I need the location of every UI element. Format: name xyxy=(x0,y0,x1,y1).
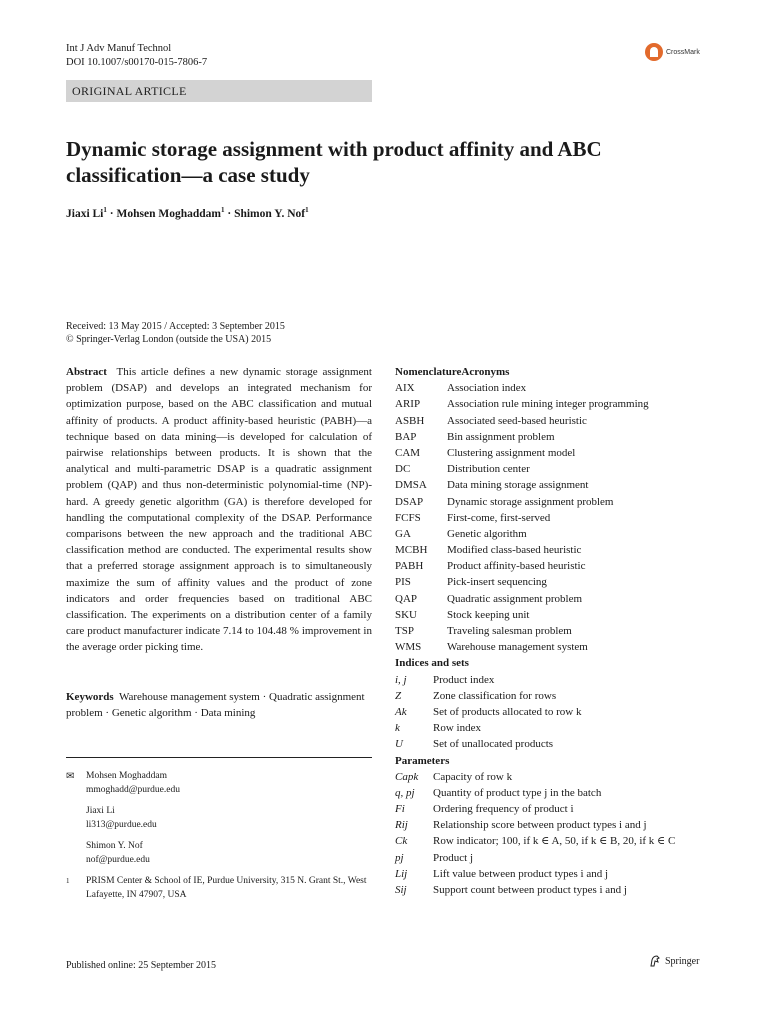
contact-email[interactable]: nof@purdue.edu xyxy=(86,854,150,865)
acronym-row-symbol: WMS xyxy=(395,641,422,654)
acronym-row-symbol: BAP xyxy=(395,430,417,443)
received-date: Received: 13 May 2015 / Accepted: 3 September 2015 xyxy=(66,321,285,332)
parameter-row-definition: Ordering frequency of product i xyxy=(433,803,574,816)
acronym-row-definition: Quadratic assignment problem xyxy=(447,592,583,605)
contact-email[interactable]: mmoghadd@purdue.edu xyxy=(86,784,180,795)
nomenclature xyxy=(395,364,715,898)
indices-list xyxy=(395,672,715,753)
acronym-row-definition: First-come, first-served xyxy=(447,511,551,524)
parameter-row xyxy=(395,817,715,833)
author-affiliation-mark: 1 xyxy=(305,206,309,214)
parameter-row-definition: Relationship score between product types i and j xyxy=(433,819,647,832)
parameter-row xyxy=(395,769,715,785)
acronym-row-symbol: AIX xyxy=(395,382,415,395)
contact-name: Jiaxi Li xyxy=(86,806,115,816)
contact-entry xyxy=(66,805,372,832)
acronym-row xyxy=(395,494,715,510)
author-name[interactable]: Jiaxi Li xyxy=(66,207,104,220)
acronym-row-definition: Clustering assignment model xyxy=(447,446,576,459)
keywords-text: Warehouse management system · Quadratic assignment problem · Genetic algorithm · Data mining xyxy=(66,691,365,719)
acronym-list xyxy=(395,380,715,655)
acronym-row-definition: Stock keeping unit xyxy=(447,608,530,621)
acronym-row xyxy=(395,526,715,542)
parameter-row-symbol: Rij xyxy=(395,819,408,832)
author-name[interactable]: Mohsen Moghaddam xyxy=(116,207,221,220)
acronym-row-symbol: DC xyxy=(395,463,411,476)
parameter-row-symbol: Fi xyxy=(395,803,405,816)
correspondence-block xyxy=(66,770,372,902)
parameter-row-definition: Capacity of row k xyxy=(433,770,513,783)
affiliation xyxy=(66,875,372,902)
index-row-definition: Zone classification for rows xyxy=(433,689,557,702)
publisher-logo xyxy=(648,954,699,968)
acronym-row xyxy=(395,574,715,590)
parameter-row-symbol: Lij xyxy=(395,867,408,880)
acronym-row-symbol: SKU xyxy=(395,608,418,621)
author-affiliation-mark: 1 xyxy=(220,206,225,214)
index-row-definition: Set of unallocated products xyxy=(433,738,554,751)
crossmark-label: CrossMark xyxy=(666,48,700,56)
author-list xyxy=(66,206,309,220)
acronym-row xyxy=(395,396,715,412)
contact-name: Shimon Y. Nof xyxy=(86,841,143,851)
parameter-row xyxy=(395,785,715,801)
acronym-row-symbol: PIS xyxy=(395,576,411,589)
publisher-name: Springer xyxy=(665,955,700,967)
affiliation-number: 1 xyxy=(66,877,70,885)
parameter-row-symbol: pj xyxy=(395,851,404,864)
acronym-row xyxy=(395,413,715,429)
abstract xyxy=(66,364,372,656)
crossmark-icon xyxy=(645,43,663,61)
springer-horse-icon xyxy=(648,954,662,968)
acronym-row-symbol: CAM xyxy=(395,446,421,459)
author-name[interactable]: Shimon Y. Nof xyxy=(234,207,306,220)
acronym-row-symbol: ASBH xyxy=(395,414,425,427)
index-row xyxy=(395,736,715,752)
parameters-list xyxy=(395,769,715,899)
index-row-symbol: U xyxy=(395,738,403,751)
acronym-row xyxy=(395,477,715,493)
parameter-row xyxy=(395,833,715,849)
parameter-row xyxy=(395,882,715,898)
acronym-row xyxy=(395,542,715,558)
acronym-row xyxy=(395,591,715,607)
article-type-banner: ORIGINAL ARTICLE xyxy=(66,80,372,102)
acronym-row-symbol: QAP xyxy=(395,592,418,605)
parameter-row-definition: Lift value between product types i and j xyxy=(433,867,609,880)
parameter-row-definition: Product j xyxy=(433,851,474,864)
author-affiliation-mark: 1 xyxy=(103,206,107,214)
index-row-symbol: i, j xyxy=(395,673,407,686)
crossmark-badge[interactable] xyxy=(645,43,700,61)
doi[interactable]: DOI 10.1007/s00170-015-7806-7 xyxy=(66,57,208,68)
acronym-row-definition: Genetic algorithm xyxy=(447,527,527,540)
index-row-symbol: Ak xyxy=(395,705,407,718)
index-row xyxy=(395,672,715,688)
contact-name: Mohsen Moghaddam xyxy=(86,771,168,781)
parameter-row-symbol: Sij xyxy=(395,884,407,896)
acronym-row xyxy=(395,607,715,623)
article-dates xyxy=(66,320,285,346)
acronym-row xyxy=(395,380,715,396)
acronym-row xyxy=(395,623,715,639)
acronym-row xyxy=(395,461,715,477)
abstract-label: Abstract xyxy=(66,366,107,378)
contact-entry xyxy=(66,840,372,867)
acronym-row xyxy=(395,558,715,574)
abstract-text: This article defines a new dynamic storage assignment problem (DSAP) and develops an integrated mechanism for optimization purpose, based on the ABC classification and mutual affinity of products. A product affinity-based heuristic (PABH)—a technique based on data mining—is developed for calculation of pairwise relationships between products. It is shown that the analytical and multi-parametric DSAP is a quadratic assignment problem (QAP) and thus non-deterministic polynomial-time (NP)-hard. A greedy genetic algorithm (GA) is therefore developed for handling the computational complexity of the DSAP. Performance comparisons between the new approach and the traditional ABC classification method are conducted. The experimental results show that a preferred storage assignment approach is to simultaneously maximize the sum of affinity values and the product of zone indicators and order frequencies based on traditional ABC classification. The experiments on a distribution center of a family care product manufacturer indicate 7.14 to 104.48 % improvement in the average order picking time. xyxy=(66,366,372,654)
acronym-row-symbol: DSAP xyxy=(395,495,424,508)
envelope-icon: ✉ xyxy=(66,771,75,782)
parameter-row-symbol: Ck xyxy=(395,835,408,848)
acronym-row-definition: Product affinity-based heuristic xyxy=(447,560,586,573)
acronym-row-symbol: FCFS xyxy=(395,511,421,524)
author-separator: · xyxy=(224,207,235,220)
index-row xyxy=(395,688,715,704)
footnote-divider xyxy=(66,757,372,758)
acronym-row xyxy=(395,445,715,461)
contact-email[interactable]: li313@purdue.edu xyxy=(86,819,157,830)
acronym-row-definition: Warehouse management system xyxy=(447,641,588,654)
acronym-row xyxy=(395,639,715,655)
parameter-row xyxy=(395,801,715,817)
index-row xyxy=(395,720,715,736)
parameter-row xyxy=(395,850,715,866)
acronym-row-definition: Traveling salesman problem xyxy=(447,625,572,637)
parameter-row-symbol: q, pj xyxy=(395,786,415,799)
author-separator: · xyxy=(106,207,117,220)
parameter-row-definition: Support count between product types i and j xyxy=(433,884,627,896)
journal-header xyxy=(66,42,207,70)
acronym-row-definition: Modified class-based heuristic xyxy=(447,544,582,557)
index-row-definition: Set of products allocated to row k xyxy=(433,705,582,718)
parameter-row-symbol: Capk xyxy=(395,770,419,783)
index-row-definition: Row index xyxy=(433,722,481,735)
acronym-row-definition: Association index xyxy=(447,382,527,395)
acronym-row-definition: Associated seed-based heuristic xyxy=(447,414,587,427)
index-row-symbol: Z xyxy=(395,689,402,702)
acronym-row-symbol: PABH xyxy=(395,560,424,573)
acronym-row xyxy=(395,429,715,445)
nomenclature-heading: NomenclatureAcronyms xyxy=(395,366,510,378)
paper-title: Dynamic storage assignment with product affinity and ABC classification—a case study xyxy=(66,137,602,187)
acronym-row xyxy=(395,510,715,526)
parameter-row-definition: Row indicator; 100, if k ∈ A, 50, if k ∈ B, 20, if k ∈ C xyxy=(433,835,676,848)
acronym-row-symbol: ARIP xyxy=(395,398,421,411)
acronym-row-symbol: MCBH xyxy=(395,544,428,557)
copyright: © Springer-Verlag London (outside the USA) 2015 xyxy=(66,334,272,345)
published-date: Published online: 25 September 2015 xyxy=(66,960,216,971)
corresponding-author xyxy=(66,770,372,797)
acronym-row-definition: Distribution center xyxy=(447,463,530,476)
parameters-heading: Parameters xyxy=(395,754,450,767)
keywords xyxy=(66,689,372,721)
acronym-row-definition: Data mining storage assignment xyxy=(447,479,589,492)
acronym-row-definition: Bin assignment problem xyxy=(447,430,555,443)
acronym-row-definition: Association rule mining integer programming xyxy=(447,398,649,411)
acronym-row-symbol: GA xyxy=(395,527,411,540)
acronym-row-definition: Pick-insert sequencing xyxy=(447,576,547,589)
affiliation-text: PRISM Center & School of IE, Purdue University, 315 N. Grant St., West Lafayette, IN 47907, USA xyxy=(86,876,367,900)
keywords-label: Keywords xyxy=(66,691,114,703)
index-row-definition: Product index xyxy=(433,673,495,686)
index-row xyxy=(395,704,715,720)
acronym-row-definition: Dynamic storage assignment problem xyxy=(447,495,614,508)
parameter-row-definition: Quantity of product type j in the batch xyxy=(433,786,602,799)
parameter-row xyxy=(395,866,715,882)
indices-heading: Indices and sets xyxy=(395,657,469,670)
journal-name: Int J Adv Manuf Technol xyxy=(66,43,172,54)
acronym-row-symbol: DMSA xyxy=(395,479,427,492)
index-row-symbol: k xyxy=(395,722,400,735)
acronym-row-symbol: TSP xyxy=(395,625,414,637)
